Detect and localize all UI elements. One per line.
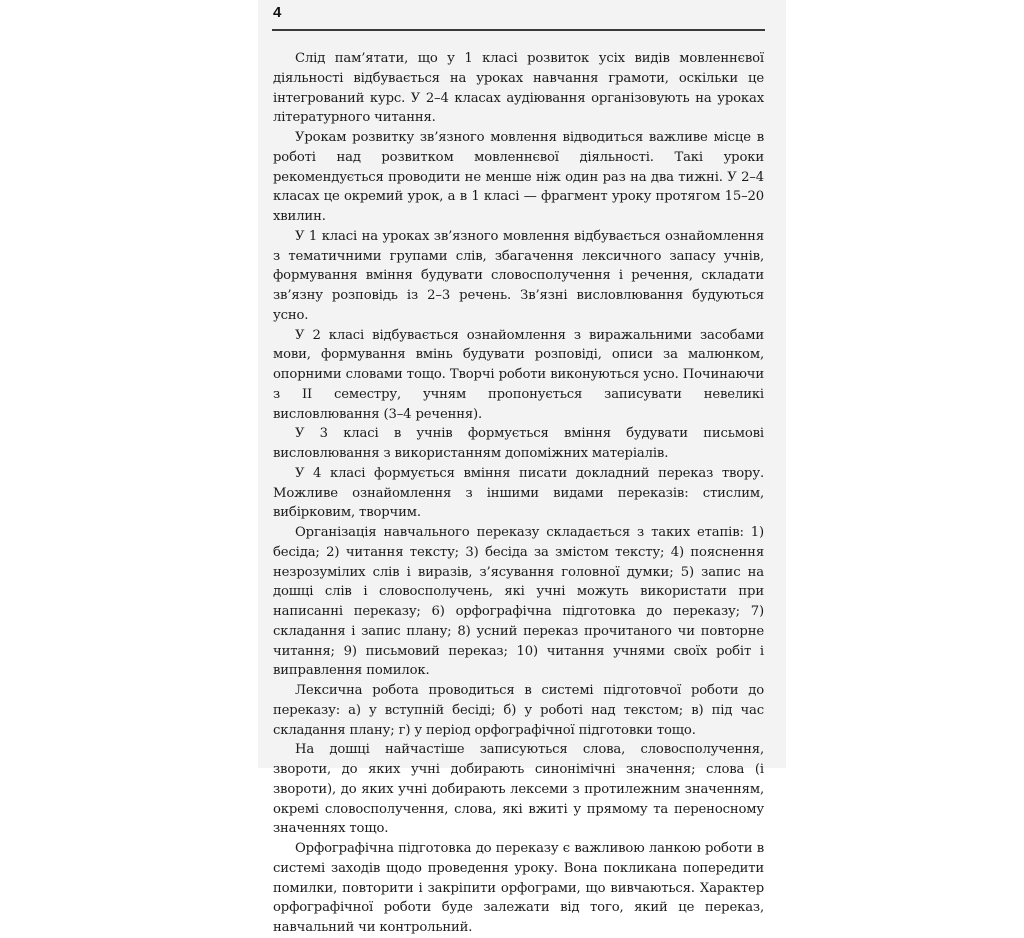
page-number: 4	[273, 4, 282, 21]
body-text	[273, 49, 764, 938]
paragraph: На дошці найчастіше записуються слова, словосполучення, звороти, до яких учні добирають синонімічні значення; слова (і звороти), до яких учні добирають лексеми з протилежним значенням, окремі словосполучення, слова, які вжиті у прямому та переносному значеннях тощо.	[273, 742, 764, 837]
paragraph: У 2 класі відбувається ознайомлення з виражальними засобами мови, формування вмінь будувати розповіді, описи за малюнком, опорними словами тощо. Творчі роботи виконуються усно. Починаючи з II семестру, учням пропонується записувати невеликі висловлювання (3–4 речення).	[273, 327, 764, 422]
paragraph: У 1 класі на уроках зв’язного мовлення відбувається ознайомлення з тематичними групами слів, збагачення лексичного запасу учнів, формування вміння будувати словосполучення і речення, складати зв’язну розповідь із 2–3 речень. Зв’язні висловлювання будуються усно.	[273, 228, 764, 323]
paragraph: У 3 класі в учнів формується вміння будувати письмові висловлювання з використанням допоміжних матеріалів.	[273, 426, 764, 461]
paragraph: Лексична робота проводиться в системі підготовчої роботи до переказу: а) у вступній бесіді; б) у роботі над текстом; в) під час складання плану; г) у період орфографічної підготовки тощо.	[273, 683, 764, 738]
paragraph: У 4 класі формується вміння писати докладний переказ твору. Можливе ознайомлення з іншими видами переказів: стислим, вибірковим, творчим.	[273, 465, 764, 521]
paragraph: Орфографічна підготовка до переказу є важливою ланкою роботи в системі заходів щодо проведення уроку. Вона покликана попередити помилки, повторити і закріпити орфограми, що вивчаються. Характер орфографічної роботи буде залежати від того, який це переказ, навчальний чи контрольний.	[273, 841, 764, 935]
paragraph: Урокам розвитку зв’язного мовлення відводиться важливе місце в роботі над розвитком мовленнєвої діяльності. Такі уроки рекомендується проводити не менше ніж один раз на два тижні. У 2–4 класах це окремий урок, а в 1 класі — фрагмент уроку протягом 15–20 хвилин.	[273, 130, 764, 224]
paragraph: Слід пам’ятати, що у 1 класі розвиток усіх видів мовленнєвої діяльності відбувається на уроках навчання грамоти, оскільки це інтегрований курс. У 2–4 класах аудіювання організовують на уроках літературного читання.	[273, 51, 764, 126]
paragraph: Організація навчального переказу складається з таких етапів: 1) бесіда; 2) читання тексту; 3) бесіда за змістом тексту; 4) пояснення незрозумілих слів і виразів, з’ясування головної думки; 5) запис на дошці слів і словосполучень, які учні можуть використати при написанні переказу; 6) орфографічна підготовка до переказу; 7) складання і запис плану; 8) усний переказ прочитаного чи повторне читання; 9) письмовий переказ; 10) читання учнями своїх робіт і виправлення помилок.	[273, 525, 764, 679]
header-rule	[272, 29, 765, 31]
